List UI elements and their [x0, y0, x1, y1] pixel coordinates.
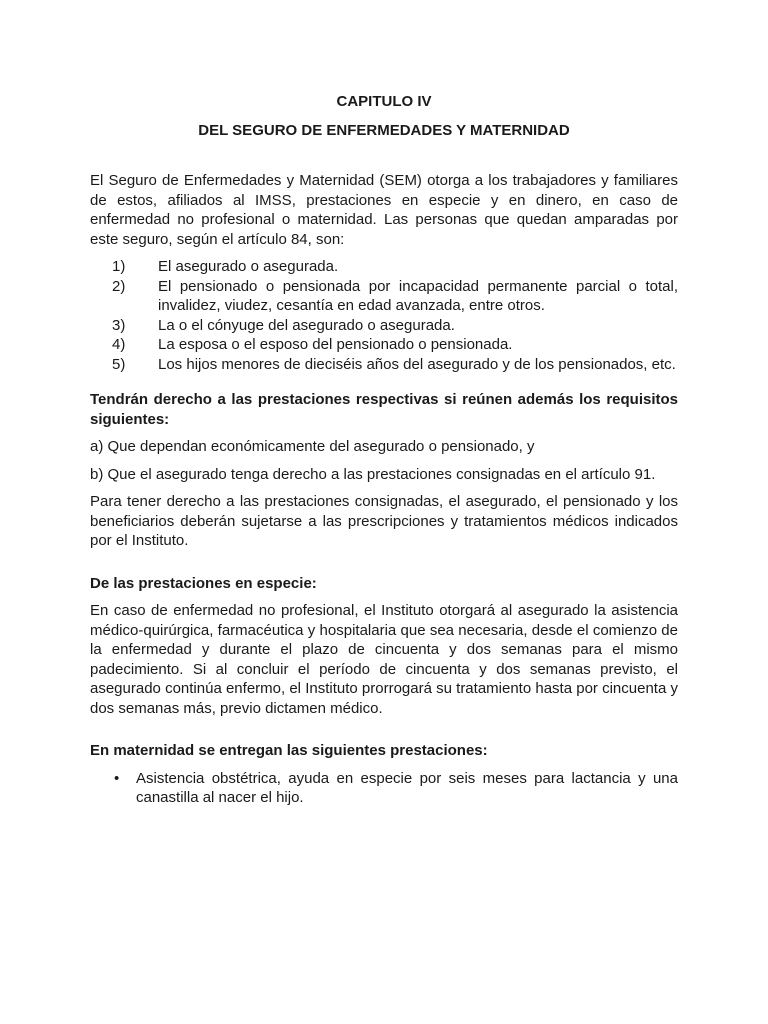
list-item-number: 3) — [112, 316, 126, 334]
list-item-text: Los hijos menores de dieciséis años del asegurado y de los pensionados, etc. — [158, 355, 676, 373]
bullet-icon: • — [114, 769, 120, 787]
insured-list — [90, 257, 678, 374]
list-item — [90, 316, 678, 336]
list-item — [90, 355, 678, 375]
list-item-text: Asistencia obstétrica, ayuda en especie por seis meses para lactancia y una canastilla al nacer el hijo. — [136, 769, 678, 806]
requirement-a: a) Que dependan económicamente del asegurado o pensionado, y — [90, 438, 535, 455]
list-item — [90, 769, 678, 808]
in-kind-paragraph: En caso de enfermedad no profesional, el Instituto otorgará al asegurado la asistencia médico-quirúrgica, farmacéutica y hospitalaria que sea necesaria, desde el comienzo de la enfermedad y durante el plazo de cincuenta y dos semanas para el mismo padecimiento. Si al concluir el período de cincuenta y dos semanas previsto, el asegurado continúa enfermo, el Instituto prorrogará su tratamiento hasta por cincuenta y dos semanas más, previo dictamen médico. — [90, 602, 678, 717]
list-item — [90, 277, 678, 316]
chapter-heading: CAPITULO IV — [336, 93, 432, 110]
requirement-b: b) Que el asegurado tenga derecho a las prestaciones consignadas en el artículo 91. — [90, 465, 656, 483]
list-item — [90, 335, 678, 355]
requirements-heading: Tendrán derecho a las prestaciones respectivas si reúnen además los requisitos siguientes: — [90, 391, 678, 428]
list-item-number: 5) — [112, 355, 126, 373]
maternity-list — [90, 769, 678, 808]
list-item-number: 2) — [112, 277, 126, 295]
maternity-heading: En maternidad se entregan las siguientes prestaciones: — [90, 742, 488, 759]
list-item-text: La esposa o el esposo del pensionado o pensionada. — [158, 336, 513, 353]
requirements-note: Para tener derecho a las prestaciones consignadas, el asegurado, el pensionado y los beneficiarios deberán sujetarse a las prescripciones y tratamientos médicos indicados por el Instituto. — [90, 493, 678, 549]
intro-paragraph: El Seguro de Enfermedades y Maternidad (SEM) otorga a los trabajadores y familiares de estos, afiliados al IMSS, prestaciones en especie y en dinero, en caso de enfermedad no profesional o maternidad. Las personas que quedan amparadas por este seguro, según el artículo 84, son: — [90, 172, 678, 248]
document-page — [90, 92, 678, 808]
list-item-number: 1) — [112, 258, 126, 275]
chapter-title: DEL SEGURO DE ENFERMEDADES Y MATERNIDAD — [198, 121, 570, 139]
list-item-number: 4) — [112, 336, 126, 353]
in-kind-heading: De las prestaciones en especie: — [90, 574, 317, 592]
list-item-text: El asegurado o asegurada. — [158, 258, 339, 275]
list-item — [90, 257, 678, 277]
list-item-text: El pensionado o pensionada por incapacidad permanente parcial o total, invalidez, viudez, cesantía en edad avanzada, entre otros. — [158, 277, 678, 314]
list-item-text: La o el cónyuge del asegurado o asegurada. — [158, 316, 455, 334]
